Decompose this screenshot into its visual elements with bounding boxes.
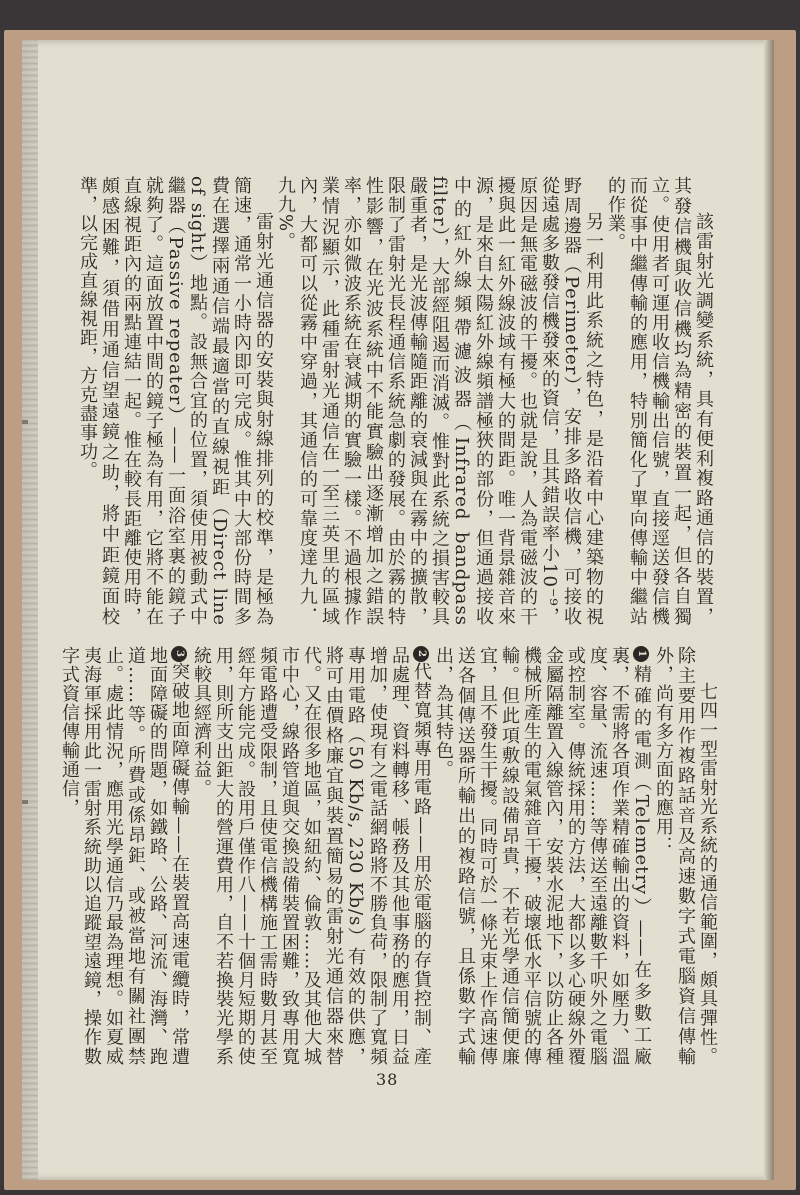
list-item	[58, 646, 190, 1066]
section-intro: 七四一型雷射光系統的通信範圍，頗具彈性。除主要用作複路話音及高速數字式電腦資信傳輸外，尚有多方面的應用：	[653, 646, 718, 1066]
binding-mark	[22, 800, 28, 804]
upper-text-block	[77, 176, 714, 626]
list-item	[190, 646, 432, 1066]
numbered-circle-icon: 2	[413, 646, 429, 662]
paragraph: 另一利用此系統之特色，是沿着中心建築物的視野周邊器（Perimeter），安排多路收信機，可接收從遠處多數發信機發來的資信，且其錯誤率小10⁻⁹，原因是無電磁波的干擾。也就是說，人為電磁波的干擾與此一紅外線波域有極大的間距。唯一背景雜音來源，是來自太陽紅外線頻譜極狹的部份，但通過接收中的紅外線頻帶濾波器（Infrared bandpass filter），大部經阻遏而消滅。惟對此系統之損害較具嚴重者，是光波傳輸隨距離的衰減與在霧中的擴散，限制了雷射光長程通信系統急劇的發展。由於霧的特性影響，在光波系統中不能實驗出逐漸增加之錯誤率，亦如微波系統在衰減期的實驗一樣。不過根據作業情況顯示，此種雷射光通信在一至三英里的區域內，大都可以從霧中穿過，其通信的可靠度達九九．九九%。	[275, 176, 604, 626]
list-item	[432, 646, 652, 1066]
paragraph: 該雷射光調變系統，具有便利複路通信的裝置，其發信機與收信機均為精密的裝置一起，但各自獨立。使用者可運用收信機輸出信號，直接逕送發信機而從事中繼傳輸的應用，特別簡化了單向傳輸中繼站的作業。	[605, 176, 714, 626]
list-item-text: 代替寬頻專用電路——用於電腦的存貨控制、產品處理、資料轉移、帳務及其他事務的應用，日益增加，使現有之電話網路將不勝負荷，限制了寬頻專用電路（50 Kb/s, 230 Kb/s）有效的供應，將可由價格廉宜與裝置簡易的雷射光通信器來替代。又在很多地區，如紐約、倫敦……及其他大城市中心，線路管道與交換設備裝置困難，致專用寬頻電路遭受限制，且使電信機構施工需時數月甚至經年方能完成。設用戶僅作八——十個月短期的使用，則所支出鉅大的營運費用，自不若換裝光學系統較具經濟利益。	[191, 646, 432, 1066]
list-item-text: 精確的電測（Telemetry）——在多數工廠裏，不需將各項作業精確輸出的資料，如壓力、溫度、容量、流速……等傳送至遠離數千呎外之電腦或控制室。傳統採用的方法，大都以多心硬線外覆金屬隔離置入線管內，安裝水泥地下，以防止各種機械所產生的電氣雜音干擾，破壞低水平信號的傳輸。但此項敷線設備昂貴，不若光學通信簡便廉宜，且不發生干擾。同時可於一條光束上作高速傳送各個傳送器所輸出的複路信號，且係數字式輸出，為其特色。	[433, 646, 652, 1066]
page-edge-left	[22, 40, 38, 1180]
binding-mark	[22, 420, 28, 424]
page-number: 38	[376, 1070, 399, 1089]
paragraph: 雷射光通信器的安裝與射線排列的校準，是極為簡速，通常一小時內即可完成。惟其中大部份時間多費在選擇兩通信端最適當的直線視距（Direct line of sight）地點。設無合宜的位置，須使用被動式中繼器（Passive repeater）——一面浴室裏的鏡子就夠了。這面放置中間的鏡子極為有用，它將不能在直線視距內的兩點連結一起。惟在較長距離使用時，頗感困難，須借用通信望遠鏡之助，將中距鏡面校準，以完成直線視距，方克盡事功。	[77, 176, 274, 626]
lower-text-block	[59, 646, 718, 1066]
numbered-circle-icon: 3	[171, 646, 187, 662]
page-edge-right	[764, 40, 774, 1180]
list-item-text: 突破地面障礙傳輸——在裝置高速電纜時，常遭地面障礙的問題，如鐵路、公路、河流、海灣、跑道……等。所費或係昂鉅、或被當地有關社團禁止。處此情況，應用光學通信乃最為理想。如夏威夷海軍採用此一雷射系統助以追蹤望遠鏡，操作數字式資信傳輸通信，	[59, 646, 190, 1066]
numbered-circle-icon: 1	[633, 646, 649, 662]
